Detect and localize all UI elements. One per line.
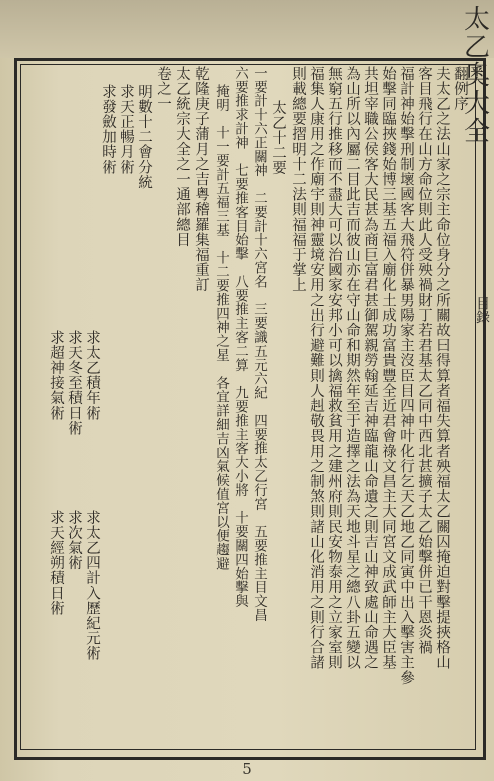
preface-column: 為山所以內屬二目此吉而彼山亦在守山命和期然年至于造擇之法為天地斗星之總八卦五變以 [344, 66, 360, 670]
title-char: 奧 [463, 61, 490, 91]
volume-item: 求發斂加時術 [100, 84, 116, 175]
preface-column: 福計神始擊刑制壞國客大飛符併暴男陽家主沒臣目四神叶化行乞天乙地乙同寅中出入擊害主參 [398, 66, 414, 686]
preface-column: 始擊同臨挾錢始博三基五福入廟化土成功富貴豐全近君會祿文昌主大同宮文成武師主大臣基 [380, 66, 396, 670]
section-label: 目錄 [474, 296, 490, 324]
page-top-edge [0, 0, 494, 58]
volume-item: 求太乙四計入歷紀元術 [84, 510, 100, 661]
volume-item: 求天正暢月術 [118, 84, 134, 175]
general-contents-title: 太乙統宗大全之一通部總目 [174, 66, 190, 248]
title-char: 全 [463, 117, 490, 147]
preface-column: 夫太乙之法山家之宗主命位身分之所關故曰得算者福失算者殃福太乙關囚掩迫對擊提挾格山 [434, 66, 450, 670]
contents-row: 掩明 十一要計五福三基 十二要推四神之星 各宜詳細吉凶氣候值宮以便趨避 [213, 84, 229, 571]
volume-item: 求超神接氣術 [48, 330, 64, 421]
preface-heading: 翻例序 [452, 66, 468, 112]
preface-column: 則載總要摺明十二法則福福于掌上 [290, 66, 306, 293]
page-number: 5 [242, 760, 252, 778]
edition-note: 乾隆庚子蒲月之吉粤稽羅集福重訂 [193, 66, 209, 293]
preface-column: 無窮五行推移而不盡大可以治國家安邦小可以擒福救貧用之建州府則民安物泰用之立家室則 [326, 66, 342, 670]
volume-item: 求天經朔積日術 [48, 510, 64, 616]
volume-item: 明數十二會分統 [136, 84, 152, 190]
volume-item: 求次氣術 [66, 510, 82, 571]
preface-column: 共坦宰職公侯客大民甚為商巨富君甚御駕親勞翰延吉神臨龍山命遺之則吉山神致處山命遇之 [362, 66, 378, 670]
volume-label: 卷之一 [155, 66, 171, 112]
title-char: 乙 [463, 33, 490, 63]
contents-row: 一要計十六正關神 二要計十六宮名 三要識五元六紀 四要推太乙行宮 五要推主目文昌 [251, 66, 267, 622]
contents-heading: 太乙十二要 [270, 100, 286, 176]
title-char: 大 [463, 89, 490, 119]
contents-row: 六要推求計神 七要推客目始擊 八要推主客二算 九要推主客大小將 十要關四始擊與 [232, 66, 248, 609]
preface-column: 福集人康用之作廟宇則神靈境安用之出行避難則人赳敬畏用之制煞則諸山化消用之則行合諸 [308, 66, 324, 670]
volume-item: 求太乙積年術 [84, 330, 100, 421]
title-char: 太 [463, 5, 490, 35]
preface-column: 客目飛行在山方命位則此人受殃禍財丁若君基太乙同中西北甚擴子太乙始擊併已干恩炎禍 [416, 66, 432, 655]
volume-item: 求天冬至積日術 [66, 330, 82, 436]
